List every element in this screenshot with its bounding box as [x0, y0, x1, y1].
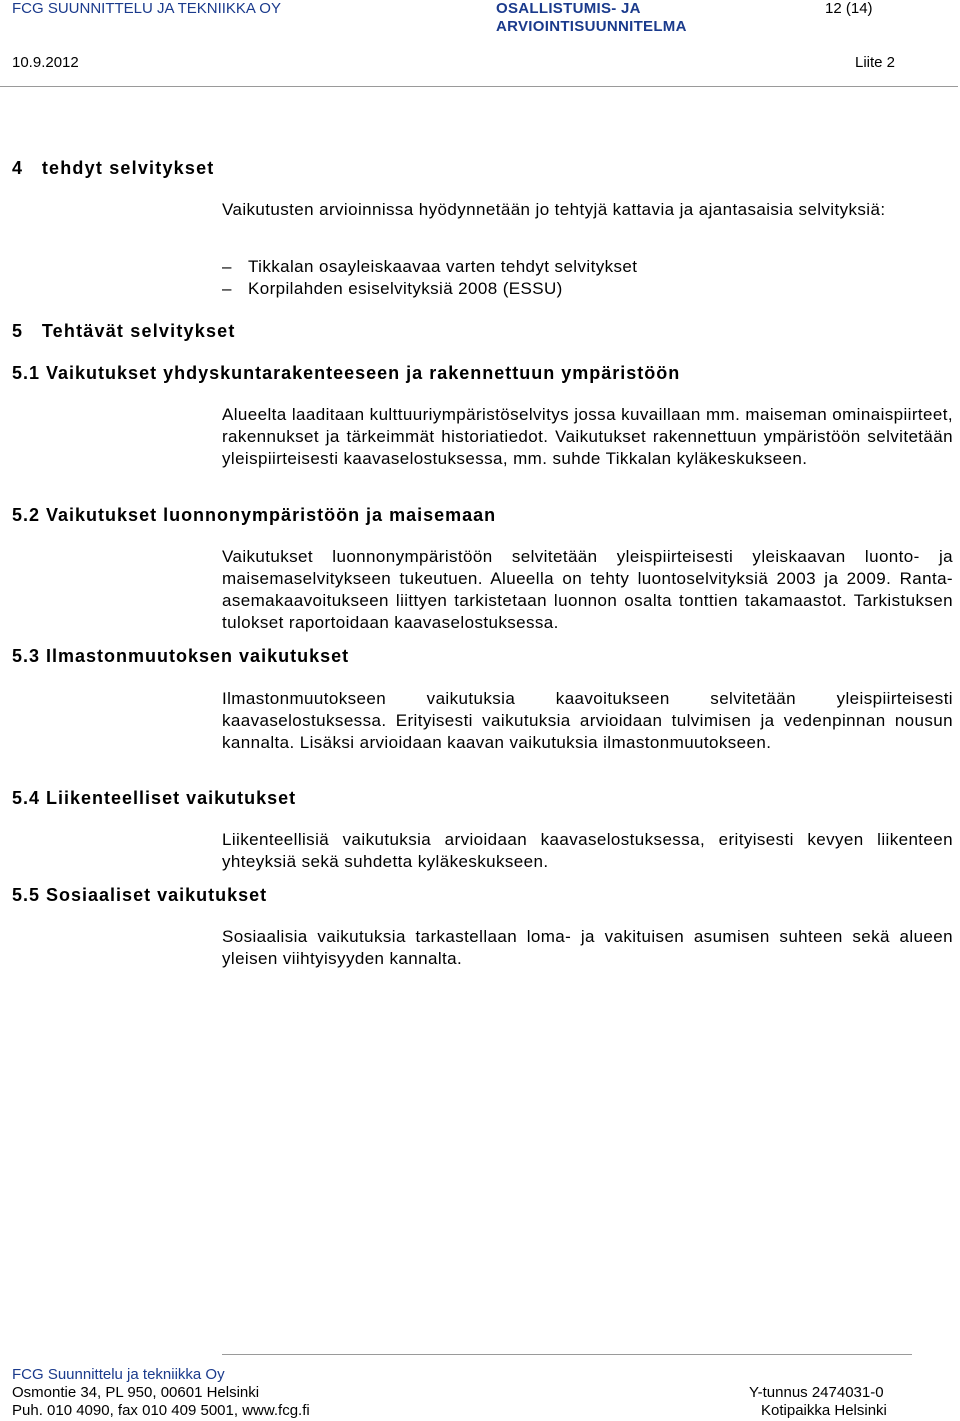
section-5-1-text: Alueelta laaditaan kulttuuriympäristöselvitys jossa kuvaillaan mm. maiseman ominaispiirteet, rakennukset ja tärkeimmät historiatiedot. Vaikutukset rakennettuun ympäristöön selvitetään yleispiirteisesti kaavaselostuksessa, mm. suhde Tikkalan kyläkeskukseen. — [222, 405, 953, 468]
section-5-3-text: Ilmastonmuutokseen vaikutuksia kaavoitukseen selvitetään yleispiirteisesti kaavaselostuksessa. Erityisesti vaikutuksia arvioidaan tulvimisen ja vedenpinnan nousun kannalta. Lisäksi arvioidaan kaavan vaikutuksia ilmastonmuutokseen. — [222, 689, 953, 752]
section-5-1-heading: 5.1 Vaikutukset yhdyskuntarakenteeseen ja rakennettuun ympäristöön — [12, 363, 681, 383]
header-document-title: OSALLISTUMIS- JA ARVIOINTISUUNNITELMA — [496, 0, 687, 35]
bullet-item — [222, 278, 563, 300]
bullet-dash: – — [222, 279, 232, 298]
bullet-text: Tikkalan osayleiskaavaa varten tehdyt selvitykset — [248, 257, 638, 276]
section-5-5-heading: 5.5 Sosiaaliset vaikutukset — [12, 885, 268, 905]
header-page-number: 12 (14) — [825, 0, 873, 17]
header-date: 10.9.2012 — [12, 54, 79, 71]
bullet-item — [222, 256, 637, 278]
header-attachment-label: Liite 2 — [855, 54, 896, 71]
section-5-4-heading: 5.4 Liikenteelliset vaikutukset — [12, 788, 297, 808]
footer-business-id: Y-tunnus 2474031-0 — [749, 1384, 884, 1401]
section-4-heading: 4 tehdyt selvitykset — [12, 158, 215, 178]
section-5-3-heading: 5.3 Ilmastonmuutoksen vaikutukset — [12, 646, 350, 666]
footer-domicile: Kotipaikka Helsinki — [761, 1402, 887, 1419]
bullet-dash: – — [222, 257, 232, 276]
bullet-text: Korpilahden esiselvityksiä 2008 (ESSU) — [248, 279, 563, 298]
header-company: FCG SUUNNITTELU JA TEKNIIKKA OY — [12, 0, 281, 17]
footer-divider — [222, 1354, 912, 1355]
footer-address: Osmontie 34, PL 950, 00601 Helsinki — [12, 1384, 260, 1401]
section-4-intro: Vaikutusten arvioinnissa hyödynnetään jo tehtyjä kattavia ja ajantasaisia selvityksiä: — [222, 200, 886, 219]
section-5-heading: 5 Tehtävät selvitykset — [12, 321, 236, 341]
section-5-4-text: Liikenteellisiä vaikutuksia arvioidaan kaavaselostuksessa, erityisesti kevyen liikenteen yhteyksiä sekä suhdetta kyläkeskukseen. — [222, 830, 953, 871]
footer-contact: Puh. 010 4090, fax 010 409 5001, www.fcg.fi — [12, 1402, 310, 1419]
section-5-2-heading: 5.2 Vaikutukset luonnonympäristöön ja maisemaan — [12, 505, 497, 525]
section-5-2-text: Vaikutukset luonnonympäristöön selvitetään yleispiirteisesti yleiskaavan luonto- ja maisemaselvitykseen tukeutuen. Alueella on tehty luontoselvityksiä 2003 ja 2009. Ranta-asemakaavoitukseen liittyen tarkistetaan luonnon osalta tonttien takamaastot. Tarkistuksen tulokset raportoidaan kaavaselostuksessa. — [222, 547, 953, 632]
section-5-5-text: Sosiaalisia vaikutuksia tarkastellaan loma- ja vakituisen asumisen suhteen sekä alueen yleisen viihtyisyyden kannalta. — [222, 927, 953, 968]
header-divider — [0, 86, 958, 87]
footer-company: FCG Suunnittelu ja tekniikka Oy — [12, 1366, 225, 1383]
